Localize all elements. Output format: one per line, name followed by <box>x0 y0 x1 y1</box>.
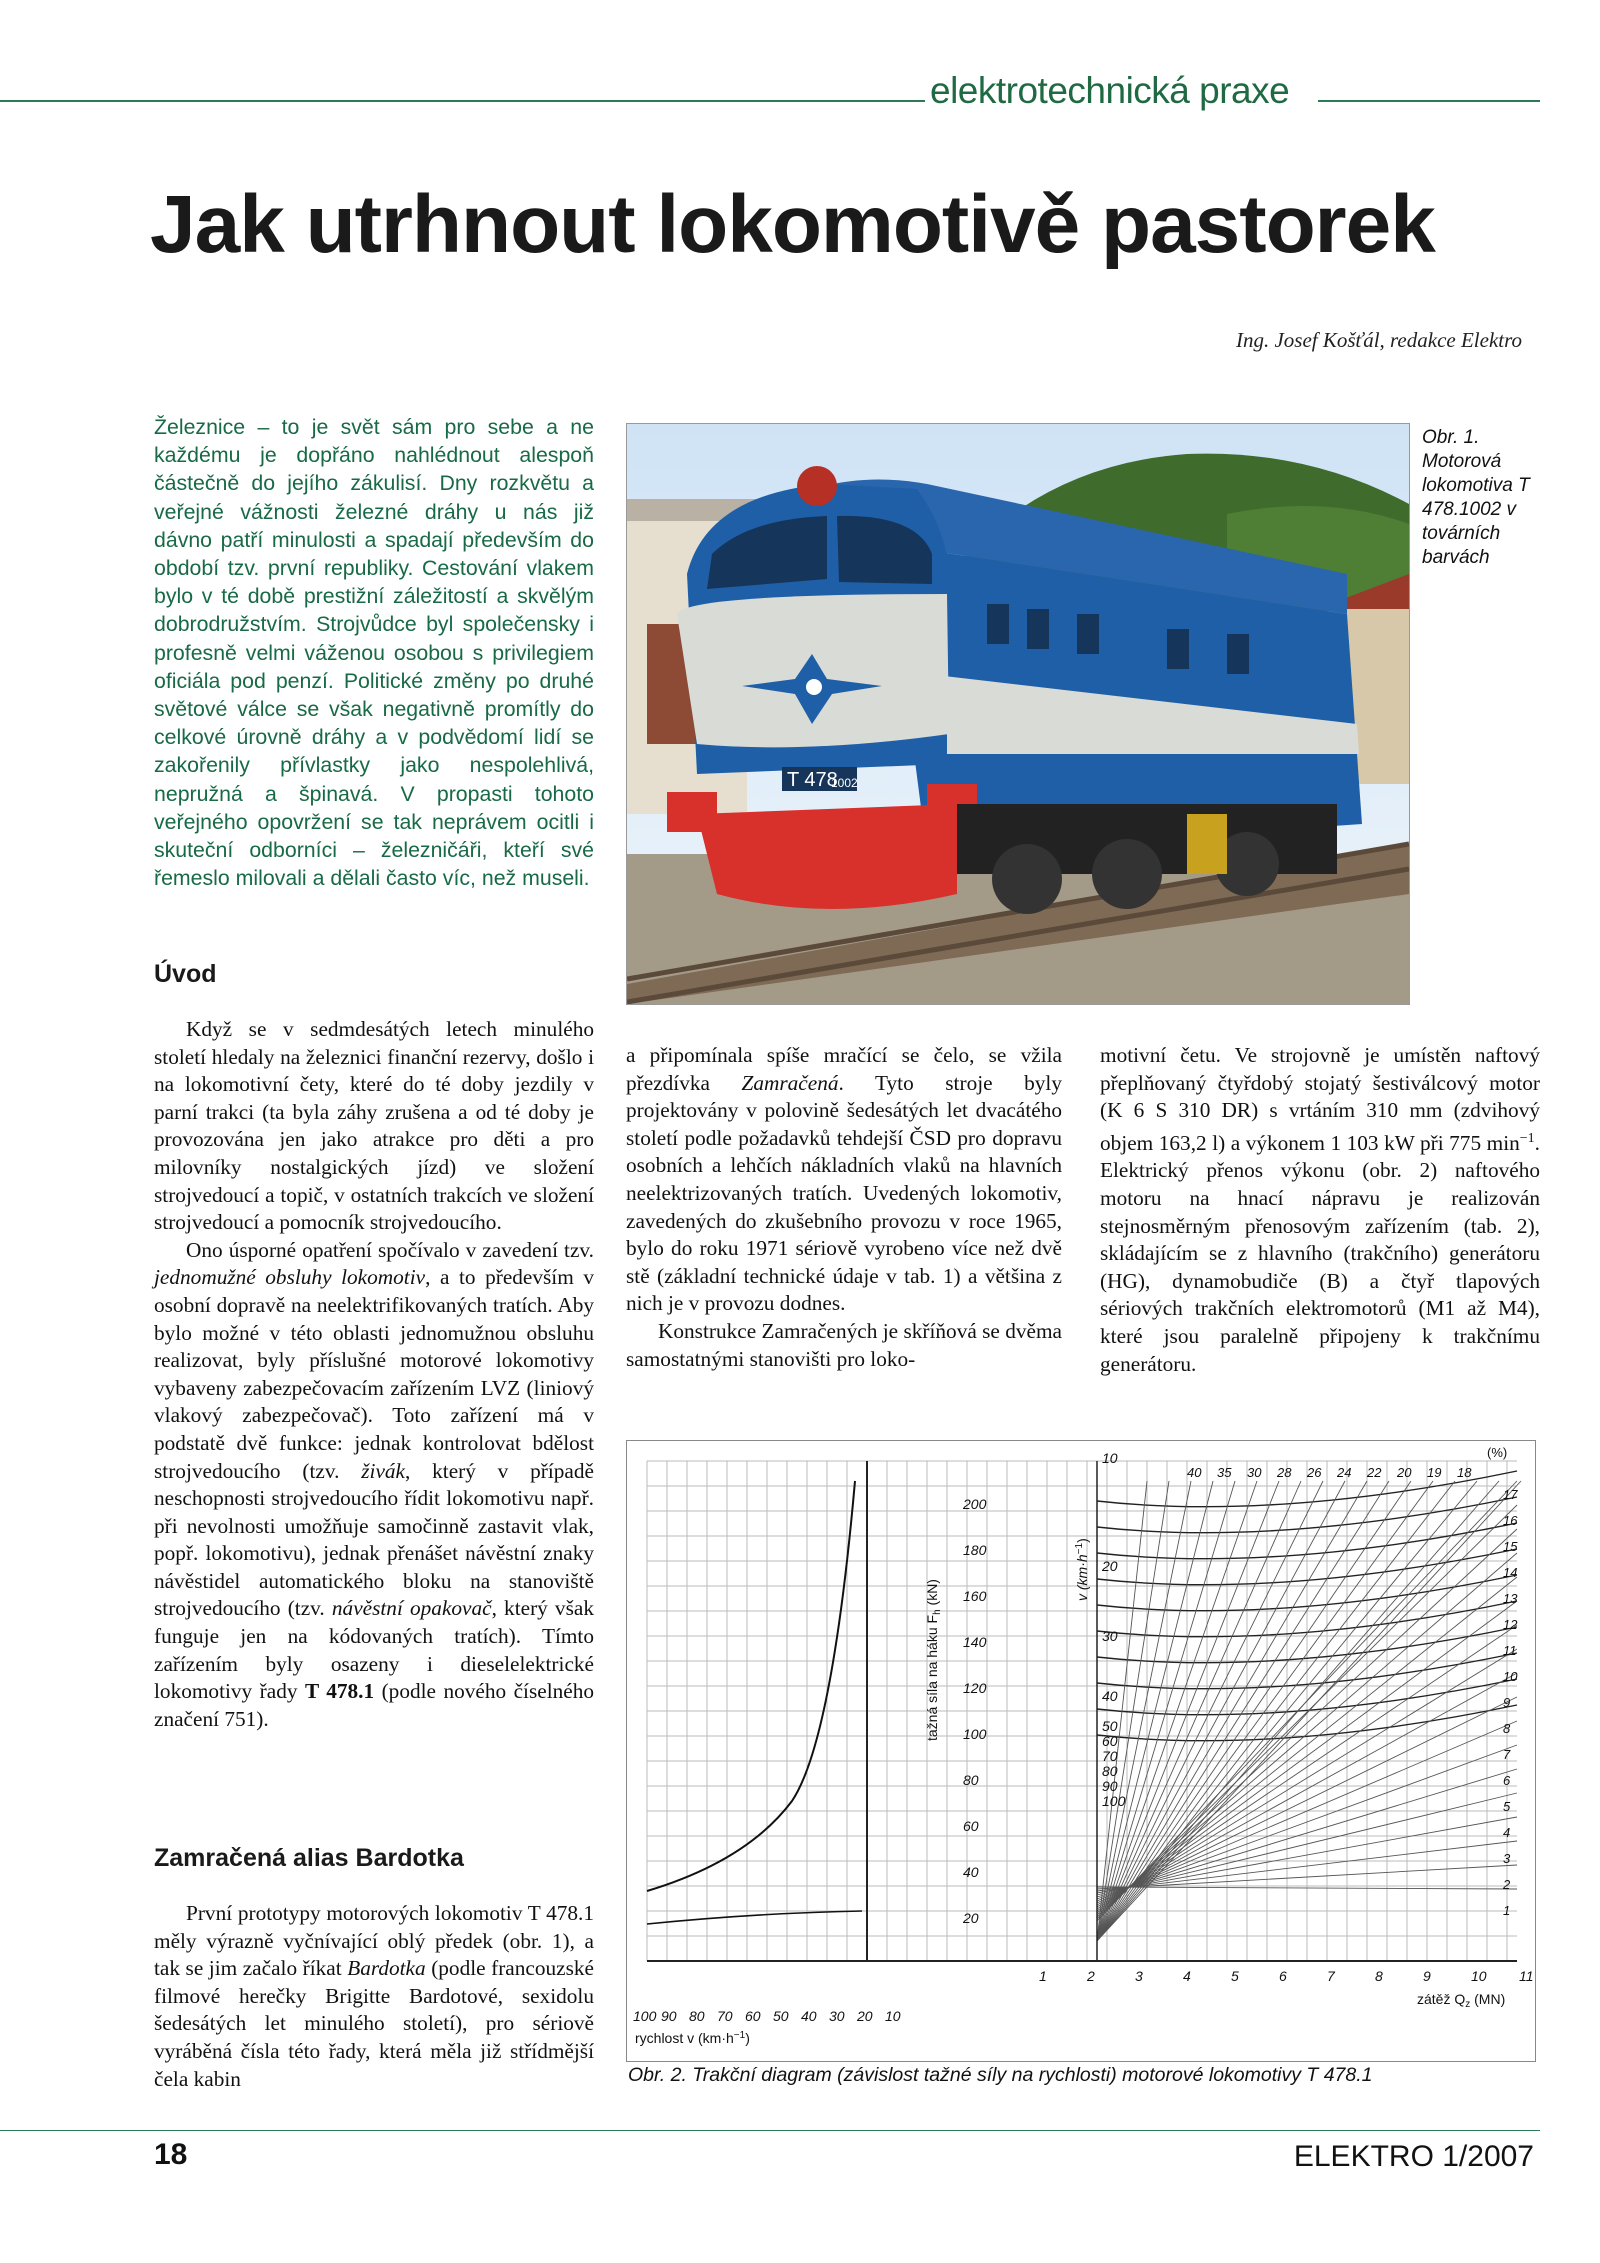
diagram-right-percent: 14 <box>1503 1565 1518 1580</box>
diagram-right-percent: 7 <box>1503 1747 1511 1762</box>
locomotive-photo <box>626 423 1410 1005</box>
diagram-xtick-left: 10 <box>885 2008 901 2024</box>
diagram-right-percent: 2 <box>1503 1877 1511 1892</box>
heading-uvod: Úvod <box>154 960 217 988</box>
diagram-vtick: 80 <box>1102 1763 1118 1779</box>
diagram-top-percent: 19 <box>1427 1465 1442 1480</box>
diagram-right-percent: 9 <box>1503 1695 1511 1710</box>
diagram-ytick: 120 <box>963 1680 987 1696</box>
diagram-xtick-right: 6 <box>1279 1968 1287 1984</box>
diagram-xlabel-right: zátěž $Q_z$ (MN) <box>1417 1991 1506 2010</box>
diagram-vtick: 90 <box>1102 1778 1118 1794</box>
diagram-xtick-right: 11 <box>1519 1968 1534 1984</box>
diagram-right-percent: 16 <box>1503 1513 1518 1528</box>
article-author: Ing. Josef Košťál, redakce Elektro <box>1235 328 1522 352</box>
diagram-ylabel: tažná síla na háku $F_h$ (kN) <box>924 1579 943 1741</box>
paragraph-c2-1: a připomínala spíše mračící se čelo, se vžila přezdívka Zamračená. Tyto stroje byly projektovány v polovině šedesátých let dvacátého století podle požadavků tehdejší ČSD pro dopravu osobních a lehčích nákladních vlaků na hlavních neelektrizovaných tratích. Uvedených lokomotiv, zavedených do zkušebního provozu v roce 1965, bylo do roku 1971 sériově vyrobeno více než dvě stě (základní technické údaje v tab. 1) a většina z nich je v provozu dodnes. <box>626 1043 1062 1316</box>
page-number: 18 <box>154 2138 188 2171</box>
diagram-xtick-right: 4 <box>1183 1968 1191 1984</box>
locomotive-illustration <box>627 424 1409 1004</box>
diagram-right-percent: 1 <box>1503 1903 1511 1918</box>
diagram-vtick: 30 <box>1102 1628 1118 1644</box>
diagram-right-percent: 4 <box>1503 1825 1511 1840</box>
diagram-vtick: 10 <box>1102 1450 1118 1466</box>
diagram-right-percent: 8 <box>1503 1721 1511 1736</box>
diagram-vtick: 40 <box>1102 1688 1118 1704</box>
diagram-top-percent: 35 <box>1217 1465 1232 1480</box>
column-2 <box>626 1042 1062 1373</box>
diagram-xtick-right: 9 <box>1423 1968 1431 1984</box>
column-1-bottom <box>154 1900 594 2093</box>
article-title: Jak utrhnout lokomotivě pastorek <box>150 179 1435 270</box>
diagram-ytick: 200 <box>963 1496 987 1512</box>
paragraph-3: První prototypy motorových lokomotiv T 478.1 měly výrazně vyčnívající oblý předek (obr. 1), a tak se jim začalo říkat Bardotka (podle francouzské filmové herečky Brigitte Bardotové, sexidolu šedesátých let minulého století), pro sériově vyráběná čísla této řady, která měla již střídmější čela kabin <box>154 1901 595 2091</box>
column-3 <box>1100 1042 1540 1378</box>
diagram-top-percent: 18 <box>1457 1465 1472 1480</box>
article-lead: Železnice – to je svět sám pro sebe a ne každému je dopřáno nahlédnout alespoň částečně do jejího zákulisí. Dny rozkvětu a veřejné vážnosti železné dráhy u nás již dávno patří minulosti a spadají především do období tzv. první republiky. Cestování vlakem bylo v té době prestižní záležitostí a skvělým dobrodružstvím. Strojvůdce byl společensky i profesně velmi váženou osobou s privilegiem oficiála pod penzí. Politické změny po druhé světové válce se však negativně promítly do celkové úrovně dráhy a v podvědomí lidí se zakořenily přívlastky jako nespolehlivá, nepružná a špinavá. V propasti tohoto veřejného opovržení se tak neprávem ocitli i skuteční odborníci – železničáři, kteří své řemeslo milovali a dělali často víc, než museli. <box>154 415 594 891</box>
diagram-top-percent: 26 <box>1307 1465 1322 1480</box>
diagram-top-percent: 22 <box>1367 1465 1382 1480</box>
diagram-percent-label: (%) <box>1487 1445 1508 1460</box>
column-1 <box>154 1016 594 1733</box>
diagram-xtick-right: 5 <box>1231 1968 1239 1984</box>
diagram-xtick-left: 40 <box>801 2008 817 2024</box>
diagram-xtick-right: 10 <box>1471 1968 1487 1984</box>
diagram-right-percent: 13 <box>1503 1591 1518 1606</box>
loco-plate: T 478 <box>787 769 838 791</box>
heading-zamracena: Zamračená alias Bardotka <box>154 1844 464 1872</box>
section-label: elektrotechnická praxe <box>930 70 1290 111</box>
diagram-ytick: 160 <box>963 1588 987 1604</box>
diagram-ytick: 60 <box>963 1818 979 1834</box>
diagram-right-percent: 11 <box>1503 1643 1517 1658</box>
diagram-xtick-left: 80 <box>689 2008 705 2024</box>
diagram-xtick-left: 90 <box>661 2008 677 2024</box>
diagram-ytick: 180 <box>963 1542 987 1558</box>
diagram-xtick-left: 50 <box>773 2008 789 2024</box>
diagram-vtick: 70 <box>1102 1748 1118 1764</box>
diagram-ytick: 80 <box>963 1772 979 1788</box>
magazine-issue: ELEKTRO 1/2007 <box>1293 2140 1534 2173</box>
footer-rule <box>0 2130 1540 2131</box>
diagram-right-percent: 3 <box>1503 1851 1511 1866</box>
diagram-ytick: 20 <box>963 1910 979 1926</box>
diagram-top-percent: 20 <box>1397 1465 1412 1480</box>
diagram-xtick-right: 2 <box>1087 1968 1095 1984</box>
loco-plate-number: 1002 <box>831 776 858 790</box>
paragraph-2: Ono úsporné opatření spočívalo v zavedení tzv. jednomužné obsluhy lokomotiv, a to především v osobní dopravě na neelektrifikovaných tratích. Aby bylo možné v této oblasti jednomužnou obsluhu realizovat, byly příslušné motorové lokomotivy vybaveny zabezpečovacím zařízením LVZ (liniový vlakový zabezpečovač). Toto zařízení má v podstatě dvě funkce: jednak kontrolovat bdělost strojvedoucího (tzv. živák, který v případě neschopnosti strojvedoucího řídit lokomotivu např. při nevolnosti umožňuje samočinně zastavit vlak, popř. lokomotivu), jednak přenášet návěstní znaky návěstidel automatického bloku na stanoviště strojvedoucího (tzv. návěstní opakovač, který však funguje jen na kódovaných tratích). Tímto zařízením byly osazeny i dieselelektrické lokomotivy řady T 478.1 (podle nového číselného značení 751). <box>154 1237 595 1731</box>
diagram-top-percent: 28 <box>1277 1465 1292 1480</box>
diagram-ytick: 100 <box>963 1726 987 1742</box>
diagram-right-percent: 17 <box>1503 1487 1518 1502</box>
paragraph-c2-2: Konstrukce Zamračených je skříňová se dvěma samostatnými stanovišti pro loko- <box>626 1318 1062 1371</box>
diagram-xtick-right: 7 <box>1327 1968 1335 1984</box>
traction-diagram <box>626 1440 1536 2062</box>
diagram-xtick-right: 3 <box>1135 1968 1143 1984</box>
diagram-xtick-left: 70 <box>717 2008 733 2024</box>
diagram-xtick-right: 1 <box>1039 1968 1047 1984</box>
diagram-vtick: 100 <box>1102 1793 1126 1809</box>
diagram-xtick-right: 8 <box>1375 1968 1383 1984</box>
diagram-xtick-left: 20 <box>857 2008 873 2024</box>
diagram-ytick: 40 <box>963 1864 979 1880</box>
diagram-right-percent: 12 <box>1503 1617 1518 1632</box>
diagram-top-percent: 30 <box>1247 1465 1262 1480</box>
diagram-ytick: 140 <box>963 1634 987 1650</box>
figure1-caption: Obr. 1. Motorová lokomotiva T 478.1002 v továrních barvách <box>1422 427 1530 568</box>
diagram-vtick: 20 <box>1102 1558 1118 1574</box>
traction-diagram-svg <box>627 1441 1535 2061</box>
diagram-top-percent: 40 <box>1187 1465 1202 1480</box>
diagram-xtick-left: 30 <box>829 2008 845 2024</box>
diagram-right-percent: 6 <box>1503 1773 1511 1788</box>
header-rule-right <box>1318 100 1540 102</box>
diagram-right-percent: 15 <box>1503 1539 1518 1554</box>
paragraph-c3-1: motivní četu. Ve strojovně je umístěn naftový přeplňovaný čtyřdobý stojatý šestiválcový motor (K 6 S 310 DR) s vrtáním 310 mm (zdvihový objem 163,2 l) a výkonem 1 103 kW při 775 $\min^{-1}$. Elektrický přenos výkonu (obr. 2) naftového motoru na hnací nápravu je realizován stejnosměrným přenosovým zařízením (tab. 2), skládajícím se z hlavního (trakčního) generátoru (HG), dynamobudiče (B) a čtyř tlapových sériových trakčních elektromotorů (M1 až M4), které jsou paralelně připojeny k trakčnímu generátoru. <box>1100 1043 1540 1376</box>
header-rule-left <box>0 100 925 102</box>
paragraph-1: Když se v sedmdesátých letech minulého století hledaly na železnici finanční rezervy, došlo i na lokomotivní čety, které do té doby jezdily v parní trakci (ta byla záhy zrušena a od té doby je provozována jen jako atrakce pro děti a pro milovníky nostalgických jízd) ve složení strojvedoucí a topič, v ostatních trakcích ve složení strojvedoucí a pomocník strojvedoucího. <box>154 1017 594 1235</box>
diagram-right-percent: 10 <box>1503 1669 1518 1684</box>
diagram-vlabel: v $(km\cdot h^{-1})$ <box>1074 1538 1090 1601</box>
diagram-xtick-left: 60 <box>745 2008 761 2024</box>
diagram-right-percent: 5 <box>1503 1799 1511 1814</box>
diagram-top-percent: 24 <box>1337 1465 1352 1480</box>
diagram-xlabel-left: rychlost v $(km\cdot h^{-1})$ <box>635 2030 750 2046</box>
diagram-vtick: 50 <box>1102 1718 1118 1734</box>
figure2-caption: Obr. 2. Trakční diagram (závislost tažné síly na rychlosti) motorové lokomotivy T 478.1 <box>628 2064 1373 2086</box>
diagram-xtick-left: 100 <box>633 2008 657 2024</box>
diagram-vtick: 60 <box>1102 1733 1118 1749</box>
